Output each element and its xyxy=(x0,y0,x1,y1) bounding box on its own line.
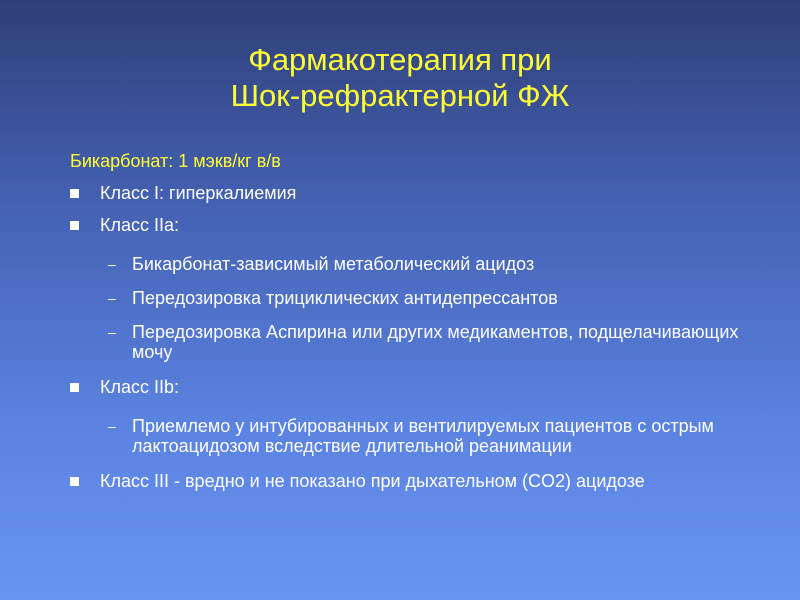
sub-item xyxy=(70,288,770,308)
sub-item-text: Передозировка трициклических антидепрессантов xyxy=(132,288,558,308)
sub-item xyxy=(70,254,770,274)
slide-title-line-2: Шок-рефрактерной ФЖ xyxy=(230,78,570,113)
dash-marker: – xyxy=(108,290,116,306)
slide-content xyxy=(70,150,770,502)
sub-item-text: Передозировка Аспирина или других медикаментов, подщелачивающих мочу xyxy=(132,322,739,362)
sub-item xyxy=(70,416,770,456)
sub-item-text: Приемлемо у интубированных и вентилируемых пациентов с острым лактоацидозом вследствие длительной реанимации xyxy=(132,416,714,456)
dash-marker: – xyxy=(108,256,116,272)
bullet-item xyxy=(70,182,770,204)
bullet-item xyxy=(70,214,770,362)
bullet-text: Класс III - вредно и не показано при дыхательном (CO2) ацидозе xyxy=(100,471,645,491)
bullet-text: Класс IIb: xyxy=(100,377,180,397)
sub-list xyxy=(70,416,770,456)
square-bullet-icon xyxy=(70,477,79,486)
sub-item xyxy=(70,322,770,362)
slide-title-line-1: Фармакотерапия при xyxy=(248,42,552,77)
bullet-item xyxy=(70,376,770,456)
slide-title xyxy=(0,42,800,114)
sub-list xyxy=(70,254,770,362)
square-bullet-icon xyxy=(70,189,79,198)
bullet-text: Класс I: гиперкалиемия xyxy=(100,183,297,203)
dash-marker: – xyxy=(108,324,116,340)
dash-marker: – xyxy=(108,418,116,434)
sub-item-text: Бикарбонат-зависимый метаболический ацидоз xyxy=(132,254,535,274)
subheading: Бикарбонат: 1 мэкв/кг в/в xyxy=(70,151,281,171)
square-bullet-icon xyxy=(70,221,79,230)
bullet-item xyxy=(70,470,770,492)
square-bullet-icon xyxy=(70,383,79,392)
bullet-text: Класс IIa: xyxy=(100,215,180,235)
